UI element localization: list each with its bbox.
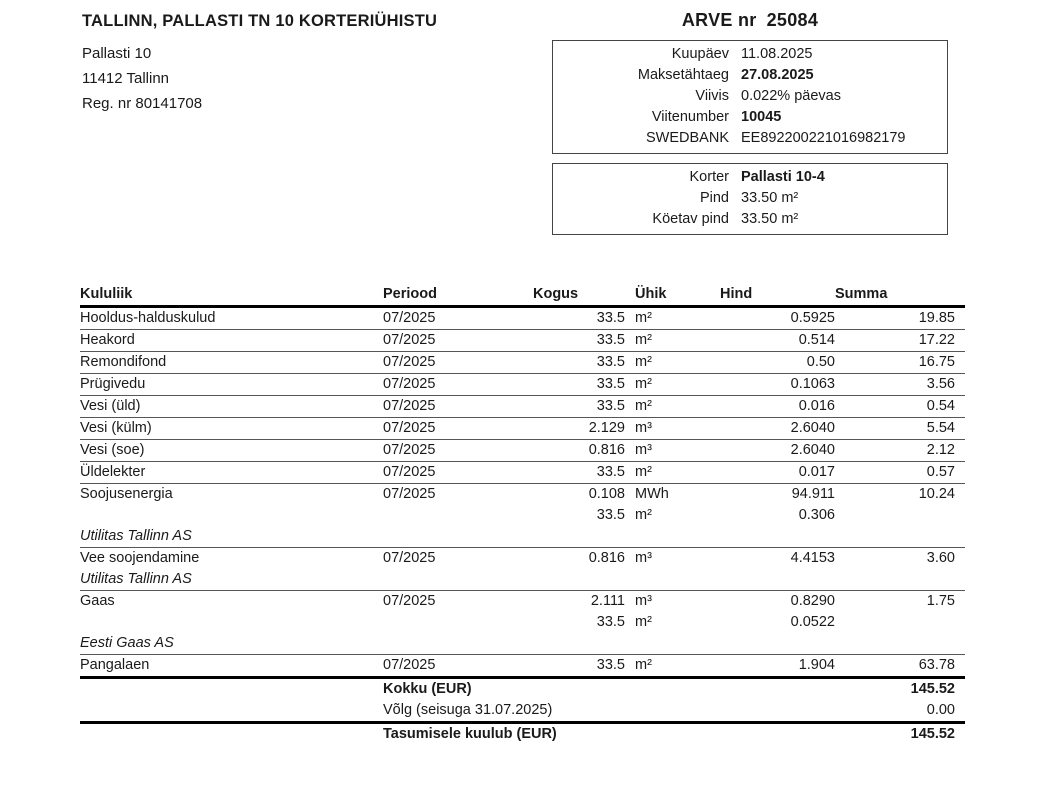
vendor-name: Eesti Gaas AS [80,635,174,651]
invoice-number: 25084 [766,10,819,30]
cell-unit: m³ [635,550,652,566]
cell-price: 0.50 [806,354,835,370]
cell-sum [835,612,965,633]
seller-address-city: 11412 Tallinn [82,70,170,87]
cell-qty: 2.111 [590,593,625,609]
expense-row [80,396,965,418]
cell-qty: 33.5 [596,464,625,480]
cell-sum: 63.78 [918,657,955,673]
cell-sum [835,505,965,526]
column-header-sum: Summa [835,286,888,302]
detail-row-penalty [553,86,947,107]
cell-price: 0.306 [798,507,835,523]
cell-qty: 33.5 [596,354,625,370]
invoice-header-column [552,10,948,235]
detail-label: Viivis [695,88,729,104]
expense-row [80,548,965,570]
cell-sum: 1.75 [926,593,955,609]
cell-name: Pangalaen [80,657,150,673]
cell-unit: m³ [635,420,652,436]
cell-sum: 19.85 [918,310,955,326]
cell-name: Soojusenergia [80,486,173,502]
cell-sum: 16.75 [918,354,955,370]
cell-price: 0.5925 [790,310,835,326]
cell-period: 07/2025 [383,332,436,348]
cell-name [80,612,383,633]
cell-sum: 5.54 [926,420,955,436]
cell-qty: 33.5 [596,398,625,414]
cell-unit: m² [635,507,652,523]
cell-period [383,505,533,526]
cell-unit: m³ [635,442,652,458]
detail-row-bank [553,128,947,149]
cell-qty: 0.816 [588,550,625,566]
expense-row [80,484,965,506]
cell-sum: 0.54 [926,398,955,414]
cell-period: 07/2025 [383,486,436,502]
cell-price: 2.6040 [790,420,835,436]
cell-qty: 2.129 [588,420,625,436]
detail-label: Maksetähtaeg [637,67,729,83]
cell-unit: m² [635,657,652,673]
cell-period: 07/2025 [383,442,436,458]
cell-qty: 33.5 [596,614,625,630]
cell-name: Remondifond [80,354,167,370]
cell-sum: 17.22 [918,332,955,348]
cell-price: 0.1063 [790,376,835,392]
cell-sum: 3.60 [926,550,955,566]
cell-qty: 33.5 [596,507,625,523]
expense-row [80,307,965,330]
detail-value: EE892200221016982179 [741,130,906,146]
cell-name: Vesi (külm) [80,420,152,436]
cell-empty [80,700,383,723]
cell-qty: 33.5 [596,310,625,326]
cell-qty: 33.5 [596,376,625,392]
expense-row [80,655,965,678]
cell-name: Vesi (soe) [80,442,145,458]
expense-continuation-row [80,505,965,526]
detail-value: 27.08.2025 [741,67,814,83]
cell-period: 07/2025 [383,657,436,673]
vendor-name: Utilitas Tallinn AS [80,571,192,587]
cell-unit: m² [635,332,652,348]
apartment-box [552,163,948,235]
total-row-due [80,723,965,746]
cell-period: 07/2025 [383,310,436,326]
expense-row [80,440,965,462]
invoice-details-box [552,40,948,154]
total-label: Kokku (EUR) [383,681,472,697]
column-header-expense-type: Kululiik [80,286,133,302]
cell-period: 07/2025 [383,376,436,392]
area-label: Pind [699,190,729,206]
cell-price: 2.6040 [790,442,835,458]
cell-unit: m² [635,398,652,414]
cell-price: 1.904 [798,657,835,673]
cell-qty: 0.816 [588,442,625,458]
cell-name: Prügivedu [80,376,146,392]
column-header-unit: Ühik [635,286,667,302]
expense-row [80,352,965,374]
cell-unit: m² [635,354,652,370]
total-row-volg [80,700,965,723]
cell-period: 07/2025 [383,550,436,566]
total-row-kokku [80,678,965,701]
expense-row [80,374,965,396]
cell-qty: 0.108 [588,486,625,502]
cell-sum: 0.57 [926,464,955,480]
cell-name: Vesi (üld) [80,398,141,414]
cell-empty [80,678,383,701]
table-header-row [80,284,965,307]
cell-unit: m² [635,614,652,630]
column-header-price: Hind [720,286,753,302]
expense-row [80,418,965,440]
amount-due-value: 145.52 [910,726,955,742]
cell-price: 94.911 [791,486,835,502]
debt-value: 0.00 [926,702,955,718]
heated-area-label: Köetav pind [652,211,729,227]
invoice-title-label: ARVE nr [681,10,757,30]
detail-row-reference [553,107,947,128]
area-value: 33.50 m² [741,190,799,206]
cell-period: 07/2025 [383,464,436,480]
cell-name: Gaas [80,593,115,609]
column-header-period: Periood [383,286,437,302]
cell-name: Üldelekter [80,464,146,480]
cell-sum: 3.56 [926,376,955,392]
detail-value: 11.08.2025 [741,46,813,62]
detail-row-due-date [553,65,947,86]
cell-unit: MWh [635,486,669,502]
amount-due-label: Tasumisele kuulub (EUR) [383,726,557,742]
cell-unit: m² [635,464,652,480]
cell-period [383,612,533,633]
cell-period: 07/2025 [383,354,436,370]
cell-name: Heakord [80,332,135,348]
cell-name [80,505,383,526]
heated-area-row [553,209,947,230]
seller-name: TALLINN, PALLASTI TN 10 KORTERIÜHISTU [82,12,438,30]
heated-area-value: 33.50 m² [741,211,799,227]
expense-row [80,591,965,613]
expense-row [80,330,965,352]
vendor-row [80,526,965,548]
cell-price: 0.017 [798,464,835,480]
total-value: 145.52 [910,681,955,697]
detail-label: SWEDBANK [646,130,729,146]
debt-label: Võlg (seisuga 31.07.2025) [383,702,553,718]
cell-name: Hooldus-halduskulud [80,310,216,326]
apartment-label: Korter [689,169,729,185]
cell-price: 0.514 [798,332,835,348]
area-row [553,188,947,209]
seller-block [82,12,522,116]
cell-empty [80,723,383,746]
cell-sum: 10.24 [918,486,955,502]
cell-price: 0.016 [798,398,835,414]
cell-price: 4.4153 [790,550,835,566]
cell-price: 0.8290 [790,593,835,609]
vendor-name: Utilitas Tallinn AS [80,528,192,544]
detail-value: 10045 [741,109,782,125]
cell-sum: 2.12 [926,442,955,458]
expense-continuation-row [80,612,965,633]
cell-period: 07/2025 [383,593,436,609]
invoice-title [552,10,948,31]
detail-row-date [553,44,947,65]
apartment-row [553,167,947,188]
detail-label: Viitenumber [651,109,729,125]
detail-value: 0.022% päevas [741,88,841,104]
cell-name: Vee soojendamine [80,550,200,566]
expense-row [80,462,965,484]
cell-qty: 33.5 [596,332,625,348]
vendor-row [80,633,965,655]
cell-qty: 33.5 [596,657,625,673]
cell-period: 07/2025 [383,398,436,414]
detail-label: Kuupäev [671,46,729,62]
cell-price: 0.0522 [790,614,835,630]
cell-unit: m² [635,376,652,392]
seller-address-street: Pallasti 10 [82,45,152,62]
expense-table [80,284,965,745]
vendor-row [80,569,965,591]
cell-unit: m³ [635,593,652,609]
column-header-quantity: Kogus [533,286,579,302]
cell-unit: m² [635,310,652,326]
apartment-value: Pallasti 10-4 [741,169,825,185]
seller-reg-number: Reg. nr 80141708 [82,95,203,112]
cell-period: 07/2025 [383,420,436,436]
